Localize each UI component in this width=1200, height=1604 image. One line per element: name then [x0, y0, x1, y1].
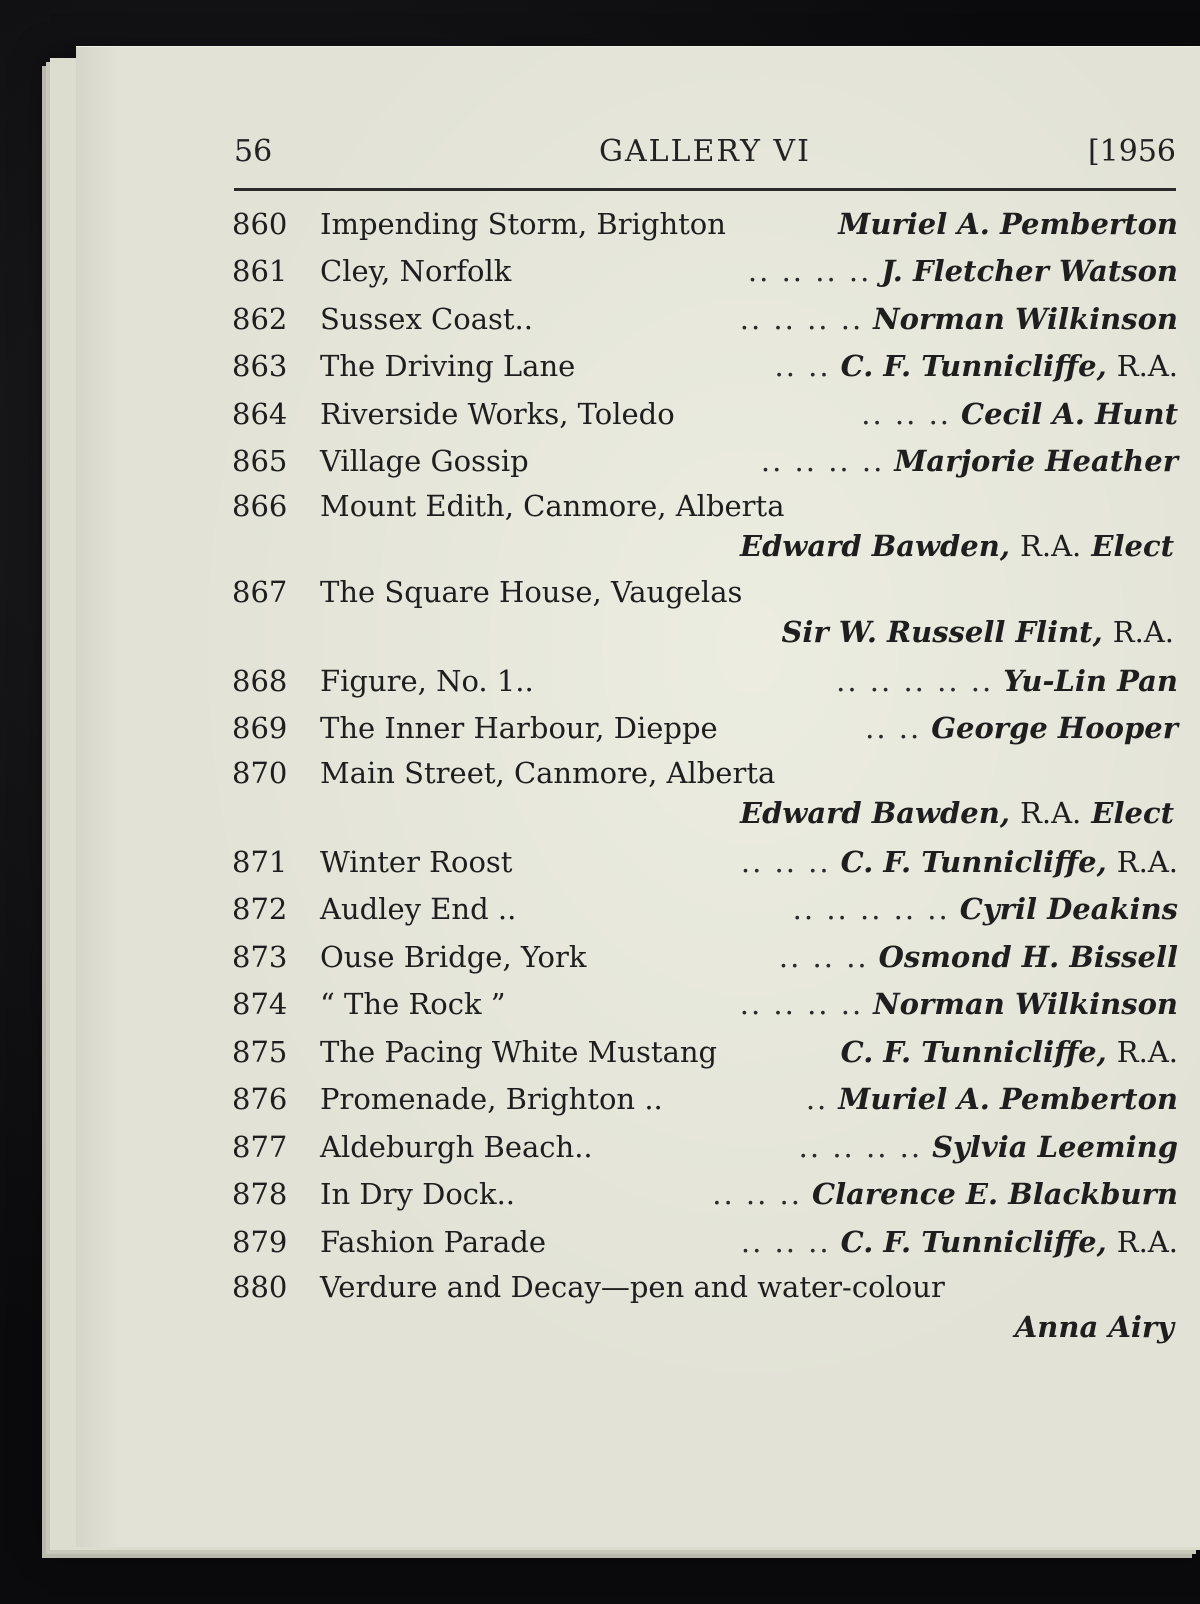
list-item: [232, 1266, 1178, 1346]
page-header: [234, 134, 1176, 178]
artist-honour: R.A.: [1116, 844, 1178, 879]
list-item: [232, 571, 1178, 651]
artist-honour: R.A.: [1116, 1224, 1178, 1259]
entry-artist: Norman Wilkinson: [873, 301, 1178, 336]
entry-title: The Inner Harbour, Dieppe: [320, 711, 718, 746]
entry-number: 867: [232, 575, 288, 609]
entry-title: Village Gossip: [320, 444, 529, 479]
entry-artist: Cecil A. Hunt: [961, 396, 1178, 431]
dot-leader: .. .. ..: [778, 939, 869, 974]
entry-number: 861: [232, 254, 288, 289]
artist-honour-elect: Elect: [1091, 529, 1174, 563]
dot-leader: .. ..: [774, 349, 831, 384]
entry-artist: Osmond H. Bissell: [878, 939, 1178, 974]
artist-honour: R.A.: [1020, 529, 1082, 563]
entry-artist: Cyril Deakins: [959, 892, 1178, 927]
entry-number: 877: [232, 1129, 288, 1164]
entry-number: 880: [232, 1269, 288, 1304]
page-number: 56: [234, 134, 273, 169]
entry-number: 875: [232, 1034, 288, 1069]
list-item: [232, 1123, 1178, 1171]
list-item: [232, 752, 1178, 832]
gallery-title: GALLERY VI: [599, 134, 811, 169]
entry-title: Figure, No. 1..: [320, 663, 534, 698]
dot-leader: ..: [805, 1082, 829, 1117]
dot-leader: .. .. ..: [861, 396, 952, 431]
entry-artist: [841, 1035, 1178, 1069]
list-item: [232, 295, 1178, 343]
entry-number: 860: [232, 206, 288, 241]
list-item: [232, 1076, 1178, 1124]
entry-title: Fashion Parade: [320, 1224, 547, 1259]
entry-number: 869: [232, 711, 288, 746]
dot-leader: .. .. .. .. ..: [836, 663, 994, 698]
header-rule: [234, 188, 1176, 191]
entry-title: Main Street, Canmore, Alberta: [320, 756, 776, 790]
entry-title: Winter Roost: [320, 844, 513, 879]
entry-artist: George Hooper: [931, 711, 1178, 746]
entry-number: 866: [232, 489, 288, 523]
list-item: [232, 200, 1178, 248]
artist-name: Sir W. Russell Flint,: [781, 615, 1103, 649]
entry-number: 871: [232, 844, 288, 879]
list-item: [232, 981, 1178, 1029]
entry-artist: J. Fletcher Watson: [881, 254, 1178, 289]
entry-artist: Anna Airy: [1014, 1309, 1174, 1344]
dot-leader: .. .. ..: [740, 844, 831, 879]
dot-leader: .. .. .. ..: [747, 254, 872, 289]
list-item: [232, 343, 1178, 391]
entry-number: 872: [232, 892, 288, 927]
artist-honour: R.A.: [1116, 349, 1178, 384]
list-item: [232, 1218, 1178, 1266]
entry-title: Aldeburgh Beach..: [320, 1129, 593, 1164]
list-item: [232, 933, 1178, 981]
entry-title: The Pacing White Mustang: [320, 1034, 718, 1069]
entry-list: [232, 200, 1178, 1352]
entry-artist: [841, 845, 1178, 879]
artist-honour: R.A.: [1116, 1034, 1178, 1069]
list-item: [232, 705, 1178, 753]
entry-title: Impending Storm, Brighton: [320, 206, 726, 241]
entry-number: 873: [232, 939, 288, 974]
entry-title: The Driving Lane: [320, 349, 576, 384]
list-item: [232, 886, 1178, 934]
entry-artist: [740, 529, 1174, 563]
artist-name: C. F. Tunnicliffe,: [840, 349, 1107, 384]
entry-title: Ouse Bridge, York: [320, 939, 587, 974]
dot-leader: .. .. .. ..: [739, 301, 864, 336]
artist-honour: R.A.: [1020, 796, 1082, 830]
entry-artist: [740, 796, 1174, 830]
entry-title: Promenade, Brighton ..: [320, 1082, 663, 1117]
dot-leader: .. .. .. ..: [760, 444, 885, 479]
catalogue-year: [1956: [1087, 134, 1176, 169]
list-item: [232, 1028, 1178, 1076]
list-item: [232, 390, 1178, 438]
entry-artist: Yu-Lin Pan: [1003, 663, 1178, 698]
entry-number: 878: [232, 1177, 288, 1212]
entry-artist: Sylvia Leeming: [932, 1129, 1178, 1164]
entry-artist: Muriel A. Pemberton: [838, 206, 1178, 241]
dot-leader: .. ..: [865, 711, 922, 746]
entry-number: 876: [232, 1082, 288, 1117]
dot-leader: .. .. ..: [712, 1177, 802, 1212]
dot-leader: .. .. .. ..: [739, 987, 864, 1022]
entry-artist: Norman Wilkinson: [873, 987, 1178, 1022]
dot-leader: .. .. ..: [740, 1224, 831, 1259]
artist-honour-elect: Elect: [1091, 796, 1174, 830]
list-item: [232, 485, 1178, 565]
entry-title: Verdure and Decay—pen and water-colour: [320, 1269, 945, 1304]
entry-title: Mount Edith, Canmore, Alberta: [320, 489, 785, 523]
entry-title: Riverside Works, Toledo: [320, 396, 675, 431]
entry-number: 863: [232, 349, 288, 384]
entry-number: 868: [232, 663, 288, 698]
entry-number: 862: [232, 301, 288, 336]
entry-title: In Dry Dock..: [320, 1177, 516, 1212]
entry-title: Cley, Norfolk: [320, 254, 512, 289]
entry-number: 864: [232, 396, 288, 431]
artist-name: Edward Bawden,: [739, 796, 1010, 830]
list-item: [232, 248, 1178, 296]
entry-title: The Square House, Vaugelas: [320, 575, 743, 609]
list-item: [232, 1171, 1178, 1219]
artist-name: Edward Bawden,: [739, 529, 1010, 563]
entry-title: Sussex Coast..: [320, 301, 533, 336]
entry-artist: [841, 349, 1178, 383]
dot-leader: .. .. .. ..: [798, 1129, 923, 1164]
entry-title: Audley End ..: [320, 892, 517, 927]
entry-number: 874: [232, 987, 288, 1022]
entry-number: 865: [232, 444, 288, 479]
entry-artist: [841, 1225, 1178, 1259]
artist-name: C. F. Tunnicliffe,: [840, 1034, 1107, 1069]
entry-artist: [781, 615, 1174, 649]
artist-name: C. F. Tunnicliffe,: [840, 1224, 1107, 1259]
entry-artist: Muriel A. Pemberton: [838, 1082, 1178, 1117]
list-item: [232, 438, 1178, 486]
artist-honour: R.A.: [1112, 615, 1174, 649]
dot-leader: .. .. .. .. ..: [792, 892, 950, 927]
artist-name: C. F. Tunnicliffe,: [840, 844, 1107, 879]
entry-number: 870: [232, 756, 288, 790]
list-item: [232, 657, 1178, 705]
entry-title: “ The Rock ”: [320, 987, 506, 1022]
entry-artist: Clarence E. Blackburn: [812, 1177, 1178, 1212]
entry-artist: Marjorie Heather: [894, 444, 1178, 479]
entry-number: 879: [232, 1224, 288, 1259]
list-item: [232, 838, 1178, 886]
